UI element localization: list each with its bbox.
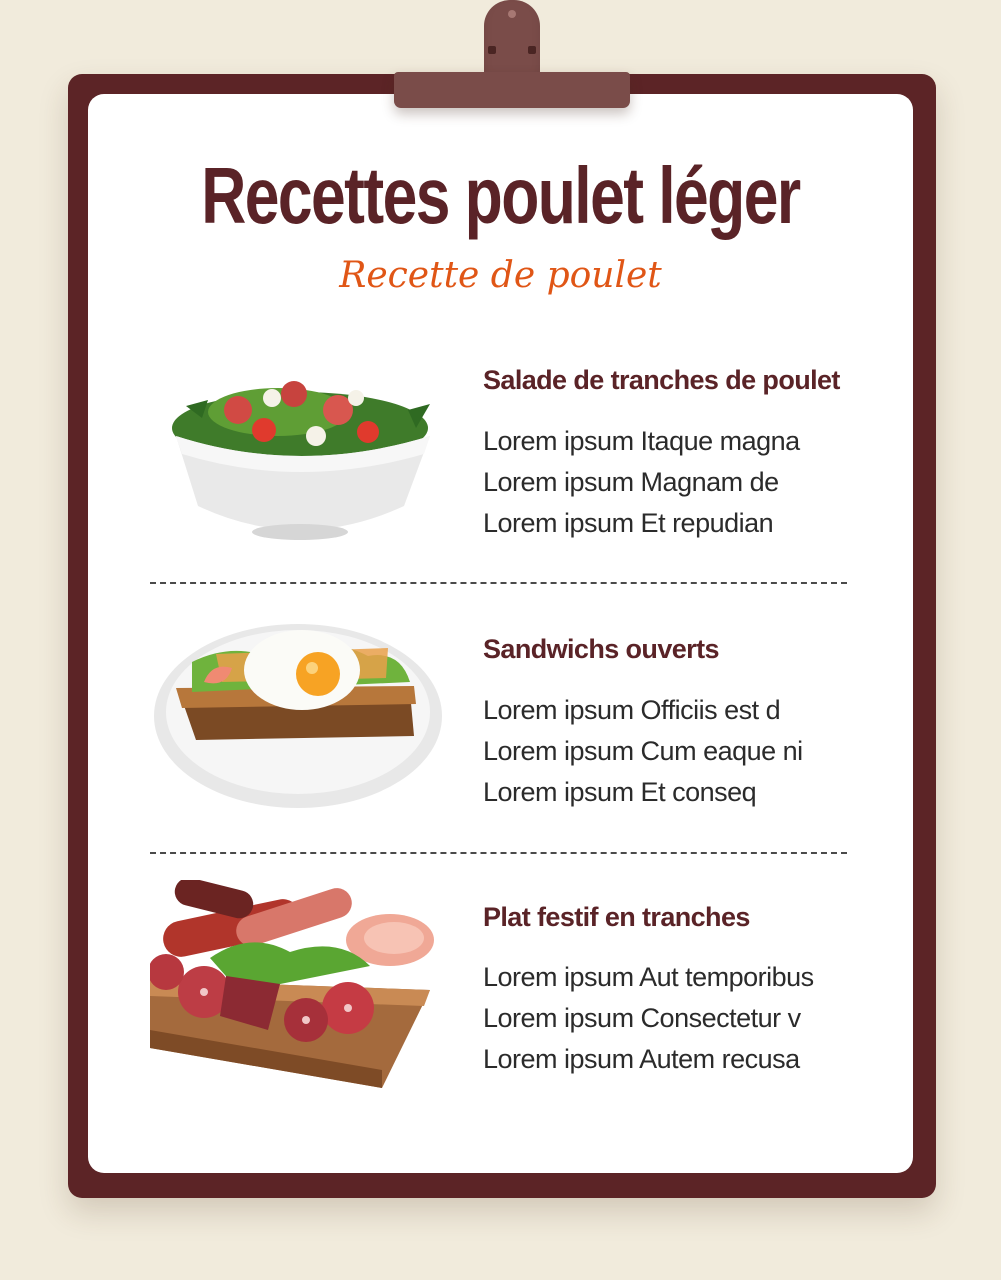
egg-sandwich-icon (152, 622, 446, 812)
recipe-line: Lorem ipsum Consectetur v (483, 1003, 801, 1033)
page-subtitle: Recette de poulet (339, 255, 662, 296)
salad-bowl-icon (168, 348, 438, 544)
recipe-heading: Plat festif en tranches (483, 902, 750, 932)
page-title: Recettes poulet léger (201, 151, 800, 240)
charcuterie-board-icon (150, 880, 438, 1092)
recipe-heading: Sandwichs ouverts (483, 634, 719, 664)
recipe-line: Lorem ipsum Magnam de (483, 467, 779, 497)
recipe-line: Lorem ipsum Aut temporibus (483, 962, 814, 992)
dashed-divider (150, 852, 847, 854)
recipe-heading: Salade de tranches de poulet (483, 365, 840, 395)
recipe-line: Lorem ipsum Officiis est d (483, 695, 781, 725)
clip-bar-icon (394, 72, 630, 108)
recipe-line: Lorem ipsum Autem recusa (483, 1044, 800, 1074)
recipe-line: Lorem ipsum Et repudian (483, 508, 774, 538)
recipe-line: Lorem ipsum Et conseq (483, 777, 757, 807)
dashed-divider (150, 582, 847, 584)
recipe-line: Lorem ipsum Cum eaque ni (483, 736, 803, 766)
recipe-line: Lorem ipsum Itaque magna (483, 426, 800, 456)
